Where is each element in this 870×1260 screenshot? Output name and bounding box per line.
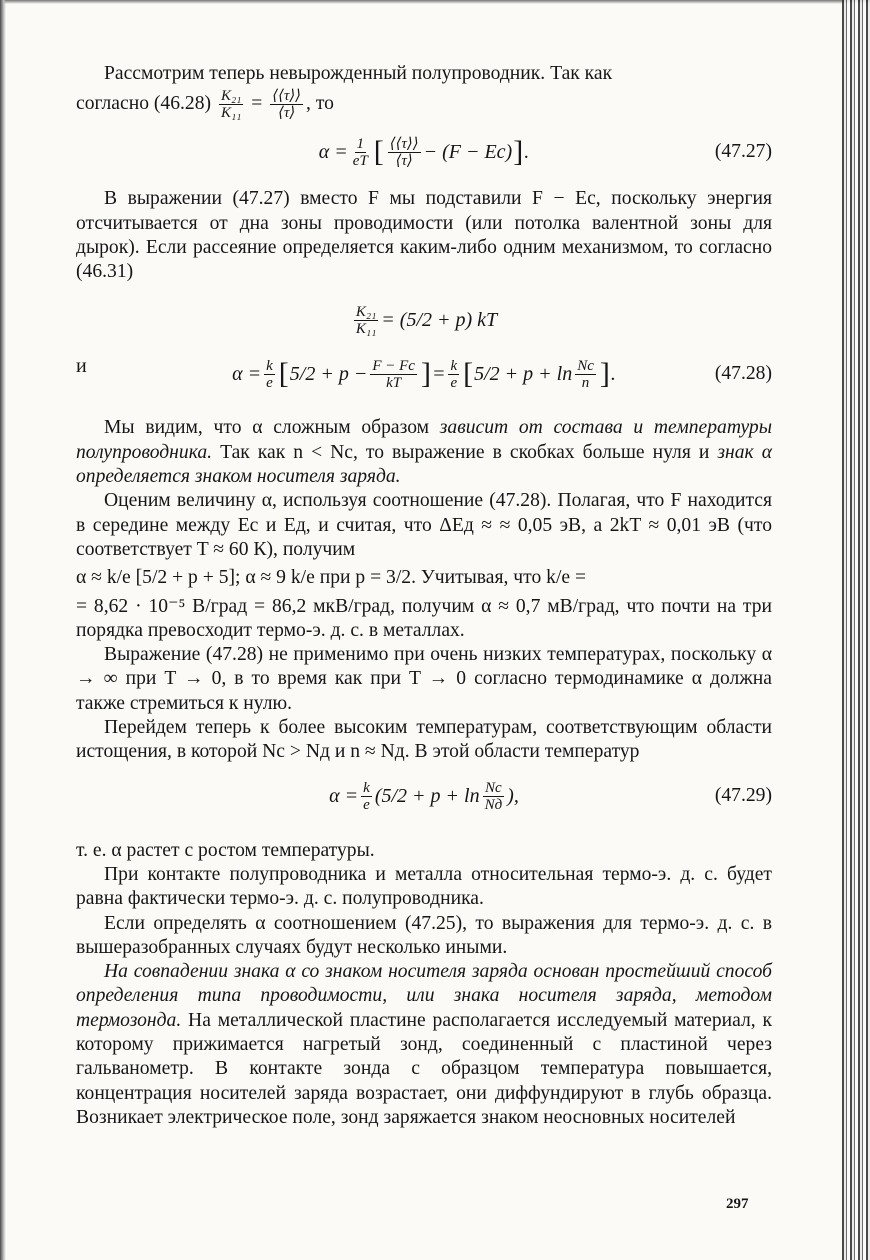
paragraph-3-start: Мы видим, что α сложным образом [104, 417, 440, 439]
ratio-tau: $\frac{⟨⟨\tau⟩⟩}{⟨\tau⟩}$ [272, 88, 302, 122]
paragraph-4a: Оценим величину α, используя соотношение (47.28). Полагая, что F находится в середине между Eс и Eд, и считая, что ΔEд ≈ ≈ 0,05 эВ, а 2kT ≈ 0,01 эВ (что соответствует T ≈ 60 К), получим [76, 490, 772, 560]
paragraph-1b [76, 88, 772, 121]
eq-47-27-prefactor: $\frac{1}{eT}$ [352, 135, 368, 169]
scan-edge-right [842, 0, 870, 1260]
paragraph-3 [76, 416, 772, 489]
page-body [76, 62, 772, 1130]
eq-k-ratio-frac: $\frac{\text{K₂₁}}{\text{K₁₁}}$ [355, 303, 377, 337]
and-word: и [76, 355, 87, 378]
eq-47-29-close: ), [507, 785, 519, 808]
paragraph-9: Если определять α соотношением (47.25), то выражения для термо-э. д. с. в вышеразобранных случаях будут несколько иными. [76, 912, 772, 958]
paragraph-4b: α ≈ k/e [5/2 + p + 5]; α ≈ 9 k/e при p = 3/2. Учитывая, что k/e = [76, 567, 587, 589]
ratio-eq-sign: = [251, 93, 263, 115]
paragraph-1a: Рассмотрим теперь невырожденный полупроводник. Так как [104, 63, 613, 84]
eq-k-ratio-rhs: = (5/2 + p) kT [381, 309, 498, 332]
eq-47-29-ln-frac: $\frac{Nс}{Nд}$ [484, 780, 503, 814]
page-number: 297 [726, 1196, 749, 1212]
paragraph-3-mid: Так как n < Nс, то выражение в скобках больше нуля и [212, 441, 718, 463]
eq-label-47-27: (47.27) [714, 141, 772, 163]
ratio-k21-k11: $\frac{\text{K₂₁}}{\text{K₁₁}}$ [220, 88, 242, 122]
paragraph-10 [76, 960, 772, 1130]
eq-47-28-part2: 5/2 + p + ln [474, 363, 573, 386]
paragraph-3-italic-1: зависит от состава и температуры полупроводника. [76, 417, 772, 463]
eq-47-27-tau-ratio: $\frac{⟨⟨\tau⟩⟩}{⟨\tau⟩}$ [389, 135, 419, 169]
scan-edge-left [0, 0, 6, 1260]
paragraph-5: Выражение (47.28) не применимо при очень низких температурах, поскольку α → ∞ при T → 0, в то время как при T → 0 согласно термодинамике α должна также стремиться к нулю. [76, 644, 772, 714]
equation-47-29 [76, 769, 772, 825]
paragraph-10-rest: На металлической пластине располагается исследуемый материал, к которому прижимается нагретый зонд, соединенный с пластиной через гальванометр. В контакте зонда с образцом температура повышается, концентрация носителей заряда возрастает, они диффундируют в глубь образца. Возникает электрическое поле, зонд заряжается знаком неосновных носителей [76, 1009, 772, 1128]
paragraph-8: При контакте полупроводника и металла относительная термо-э. д. с. будет равна фактически термо-э. д. с. полупроводника. [76, 863, 772, 910]
eq-47-28-lhs: α = [232, 363, 262, 386]
paragraph-3-italic-2: знак α определяется знаком носителя заряда. [76, 441, 772, 488]
eq-label-47-28: (47.28) [714, 363, 772, 385]
eq-47-28-part1: 5/2 + p − [289, 363, 368, 386]
eq-47-27-lhs: α = [318, 141, 348, 164]
paragraph-6: Перейдем теперь к более высоким температурам, соответствующим области истощения, в которой Nс > Nд и n ≈ Nд. В этой области температур [76, 717, 772, 763]
eq-47-28-k-over-e-2: $\frac{k}{e}$ [450, 357, 458, 391]
eq-47-27-tail: − (F − Eс) [423, 141, 513, 164]
eq-47-28-k-over-e: $\frac{k}{e}$ [266, 357, 273, 391]
equation-47-27: α = $\frac{1}{eT}$ [ $\frac{⟨⟨\tau⟩⟩}{⟨\tau⟩}$ − (F − Eс) ] . (47.27) [318, 135, 772, 169]
scan-edge-top [0, 0, 870, 4]
eq-47-29-lhs: α = [329, 785, 359, 808]
paragraph-7: т. е. α растет с ростом температуры. [76, 839, 375, 861]
paragraph-1c-text: , то [306, 93, 334, 115]
eq-47-29-body: (5/2 + p + ln [374, 785, 480, 808]
eq-47-28-mid: = [431, 363, 446, 386]
paragraph-10-italic: На совпадении знака α со знаком носителя заряда основан простейший способ определения типа проводимости, или знака носителя заряда, методом термозонда. [76, 961, 772, 1031]
eq-47-28-ln-frac: $\frac{Nс}{n}$ [577, 357, 594, 391]
equation-47-28: и α = $\frac{k}{e}$ [ 5/2 + p − $\frac{F - Fс}{kT}$ ] = $\frac{k}{e}$ [ 5/2 + p + ln $\frac{Nс}{n}$ ] . (47.28) [76, 355, 772, 391]
paragraph-1b-text: согласно (46.28) [76, 93, 212, 115]
paragraph-2: В выражении (47.27) вместо F мы подставили F − Eс, поскольку энергия отсчитывается от дна зоны проводимости (или потолка валентной зоны для дырок). Если рассеяние определяется каким-либо одним механизмом, то согласно (46.31) [76, 188, 772, 283]
eq-47-29-k-over-e: $\frac{k}{e}$ [363, 780, 370, 814]
paragraph-4c: = 8,62 · 10⁻⁵ В/град = 86,2 мкВ/град, получим α ≈ 0,7 мВ/град, что почти на три порядка превосходит термо-э. д. с. в металлах. [76, 595, 772, 641]
equation-k-ratio [76, 294, 772, 346]
eq-label-47-29: (47.29) [714, 785, 772, 807]
eq-47-28-f-frac: $\frac{F - Fс}{kT}$ [372, 357, 415, 391]
